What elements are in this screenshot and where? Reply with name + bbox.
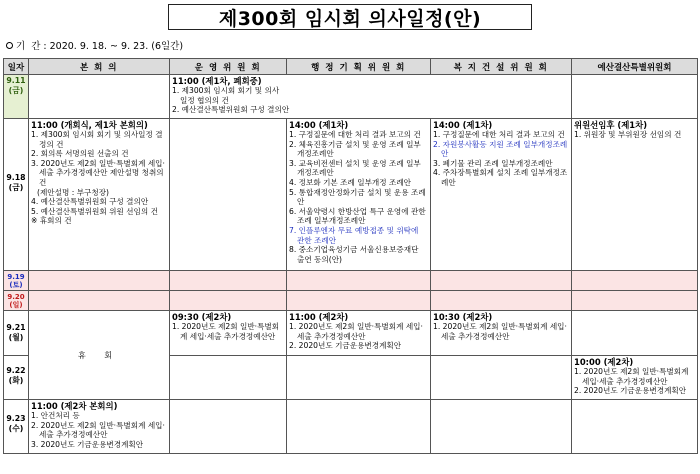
agenda-item: 1. 구정질문에 대한 처리 결과 보고의 건 — [289, 130, 421, 139]
cell-0918-ops — [170, 119, 287, 271]
header-date: 일자 — [4, 59, 29, 75]
agenda-item: 2. 회의록 서명의원 선출의 건 — [31, 149, 129, 159]
agenda-item: 2. 2020년도 제2회 일반·특별회계 세입·세출 추가경정예산안 — [31, 420, 165, 440]
header-welfare-construction: 복 지 건 설 위 원 회 — [431, 59, 572, 75]
date-cell-0921 — [4, 311, 29, 356]
agenda-item: 1. 2020년도 제2회 일반·특별회계 세입·세출 추가경정예산안 — [172, 322, 280, 341]
header-operations: 운 영 위 원 회 — [170, 59, 287, 75]
header-admin-planning: 행 정 기 획 위 원 회 — [287, 59, 431, 75]
document-title: 제300회 임시회 의사일정(안) — [168, 4, 532, 30]
session-title: 10:30 (제2차) — [433, 312, 493, 322]
date-label: 9.22 — [6, 366, 26, 375]
row-0919 — [4, 271, 698, 291]
day-label: (화) — [8, 376, 24, 385]
row-0918 — [4, 119, 698, 271]
agenda-item: 3. 폐기물 관리 조례 일부개정조례안 — [433, 158, 553, 168]
circle-bullet-icon — [6, 42, 13, 49]
cell-0918-plenary — [29, 119, 170, 271]
weekend-cell — [287, 271, 431, 291]
weekend-cell — [572, 291, 698, 311]
header-row — [4, 59, 698, 75]
cell-0921-welfare — [431, 311, 572, 356]
day-label: (수) — [8, 424, 24, 433]
cell-0923-ops — [170, 400, 287, 454]
agenda-item: 3. 2020년도 기금운용변경계획안 — [31, 439, 144, 449]
date-cell-0922 — [4, 356, 29, 400]
date-label: 9.19 — [7, 273, 25, 281]
agenda-item: 8. 중소기업육성기금 서울신용보증재단 출연 동의(안) — [289, 245, 419, 264]
agenda-item: 1. 구정질문에 대한 처리 결과 보고의 건 — [433, 130, 565, 139]
agenda-item: 3. 교육비전센터 설치 및 운영 조례 일부개정조례안 — [289, 158, 421, 178]
day-label: (토) — [9, 281, 23, 289]
schedule-table — [3, 58, 698, 454]
row-0920 — [4, 291, 698, 311]
weekend-cell — [29, 291, 170, 311]
cell-0918-welfare — [431, 119, 572, 271]
session-title: 11:00 (제2차) — [289, 312, 349, 322]
session-title: 09:30 (제2차) — [172, 312, 232, 322]
header-plenary: 본 회 의 — [29, 59, 170, 75]
agenda-item: 2. 자원봉사활동 지원 조례 일부개정조례안 — [433, 139, 568, 159]
cell-0918-admin — [287, 119, 431, 271]
session-period — [6, 38, 183, 52]
agenda-item: 2. 2020년도 기금운용변경계획안 — [574, 386, 687, 396]
agenda-item: 1. 위원장 및 부위원장 선임의 건 — [574, 130, 682, 139]
date-label: 9.21 — [6, 323, 26, 332]
header-budget-special: 예산결산특별위원회 — [572, 59, 698, 75]
session-title: 14:00 (제1차) — [289, 120, 349, 130]
agenda-item: 1. 2020년도 제2회 일반·특별회계 세입·세출 추가경정예산안 — [433, 322, 567, 341]
cell-0923-budget — [572, 400, 698, 454]
session-title: 14:00 (제1차) — [433, 120, 493, 130]
session-title: 10:00 (제2차) — [574, 357, 634, 367]
weekend-cell — [29, 271, 170, 291]
weekend-cell — [170, 291, 287, 311]
session-title: 위원선임후 (제1차) — [574, 120, 648, 130]
weekend-cell — [572, 271, 698, 291]
agenda-item: 1. 제300회 임시회 회기 및 의사일정 결정의 건 — [31, 130, 163, 149]
cell-0921-ops — [170, 311, 287, 356]
cell-0911-plenary — [29, 75, 170, 119]
agenda-item: 6. 서울약령시 한방산업 특구 운영에 관한 조례 일부개정조례안 — [289, 206, 426, 226]
agenda-item: 2. 체육진흥기금 설치 및 운영 조례 일부개정조례안 — [289, 139, 421, 159]
agenda-item: 2. 예산결산특별위원회 구성 결의안 — [172, 105, 290, 115]
cell-0922-budget — [572, 356, 698, 400]
weekend-cell — [170, 271, 287, 291]
period-value: : 2020. 9. 18. ~ 9. 23. (6일간) — [43, 41, 184, 52]
agenda-item: 5. 예산결산특별위원회 위원 선임의 건 — [31, 206, 158, 216]
cell-0921-admin — [287, 311, 431, 356]
agenda-item: 1. 2020년도 제2회 일반·특별회계 세입·세출 추가경정예산안 — [574, 367, 689, 386]
cell-0911-budget — [572, 75, 698, 119]
date-cell-0923 — [4, 400, 29, 454]
row-0923 — [4, 400, 698, 454]
agenda-item: ※ 휴회의 건 — [31, 216, 72, 226]
weekend-cell — [431, 291, 572, 311]
period-label: 기 간 — [16, 41, 41, 52]
date-cell-0919 — [4, 271, 29, 291]
date-label: 9.11 — [6, 76, 26, 85]
date-label: 9.18 — [6, 173, 26, 182]
weekend-cell — [431, 271, 572, 291]
session-title: 11:00 (개회식, 제1차 본회의) — [31, 120, 148, 130]
cell-0922-welfare — [431, 356, 572, 400]
day-label: (일) — [9, 301, 23, 309]
day-label: (금) — [8, 86, 24, 95]
cell-0923-plenary — [29, 400, 170, 454]
agenda-item: 2. 2020년도 기금운용변경계획안 — [289, 341, 402, 351]
agenda-item: 4. 예산결산특별위원회 구성 결의안 — [31, 197, 149, 207]
cell-0923-welfare — [431, 400, 572, 454]
weekend-cell — [287, 291, 431, 311]
cell-0923-admin — [287, 400, 431, 454]
agenda-item: 1. 안건처리 등 — [31, 411, 80, 420]
date-cell-0911 — [4, 75, 29, 119]
row-0921 — [4, 311, 698, 356]
date-cell-0918 — [4, 119, 29, 271]
agenda-item: 3. 2020년도 제2회 일반·특별회계 세입·세출 추가경정예산안 제안설명 청취의 건 — [31, 158, 165, 187]
session-title: 11:00 (제1차, 폐회중) — [172, 76, 262, 86]
session-title: 11:00 (제2차 본회의) — [31, 401, 118, 411]
date-label: 9.20 — [7, 293, 25, 301]
cell-0921-budget — [572, 311, 698, 356]
agenda-item: 7. 인플루엔자 무료 예방접종 및 위탁에 관한 조례안 — [289, 225, 419, 245]
agenda-item: 4. 정보화 기본 조례 일부개정 조례안 — [289, 177, 412, 187]
agenda-item: 5. 통합재정안정화기금 설치 및 운용 조례안 — [289, 187, 426, 207]
date-cell-0920 — [4, 291, 29, 311]
date-label: 9.23 — [6, 414, 26, 423]
cell-0921-plenary-recess: 휴 회 — [29, 311, 170, 400]
agenda-item: 1. 2020년도 제2회 일반·특별회계 세입·세출 추가경정예산안 — [289, 322, 423, 341]
cell-0922-ops — [170, 356, 287, 400]
row-0911 — [4, 75, 698, 119]
day-label: (월) — [8, 333, 24, 342]
cell-0922-admin — [287, 356, 431, 400]
agenda-item: 4. 주차장특별회계 설치 조례 일부개정조례안 — [433, 168, 568, 187]
cell-0918-budget — [572, 119, 698, 271]
cell-0911-ops — [170, 75, 572, 119]
day-label: (금) — [8, 183, 24, 192]
proposal-note: (제안설명 : 부구청장) — [37, 187, 109, 197]
agenda-item: 1. 제300회 임시회 회기 및 의사일정 협의의 건 — [172, 86, 280, 105]
